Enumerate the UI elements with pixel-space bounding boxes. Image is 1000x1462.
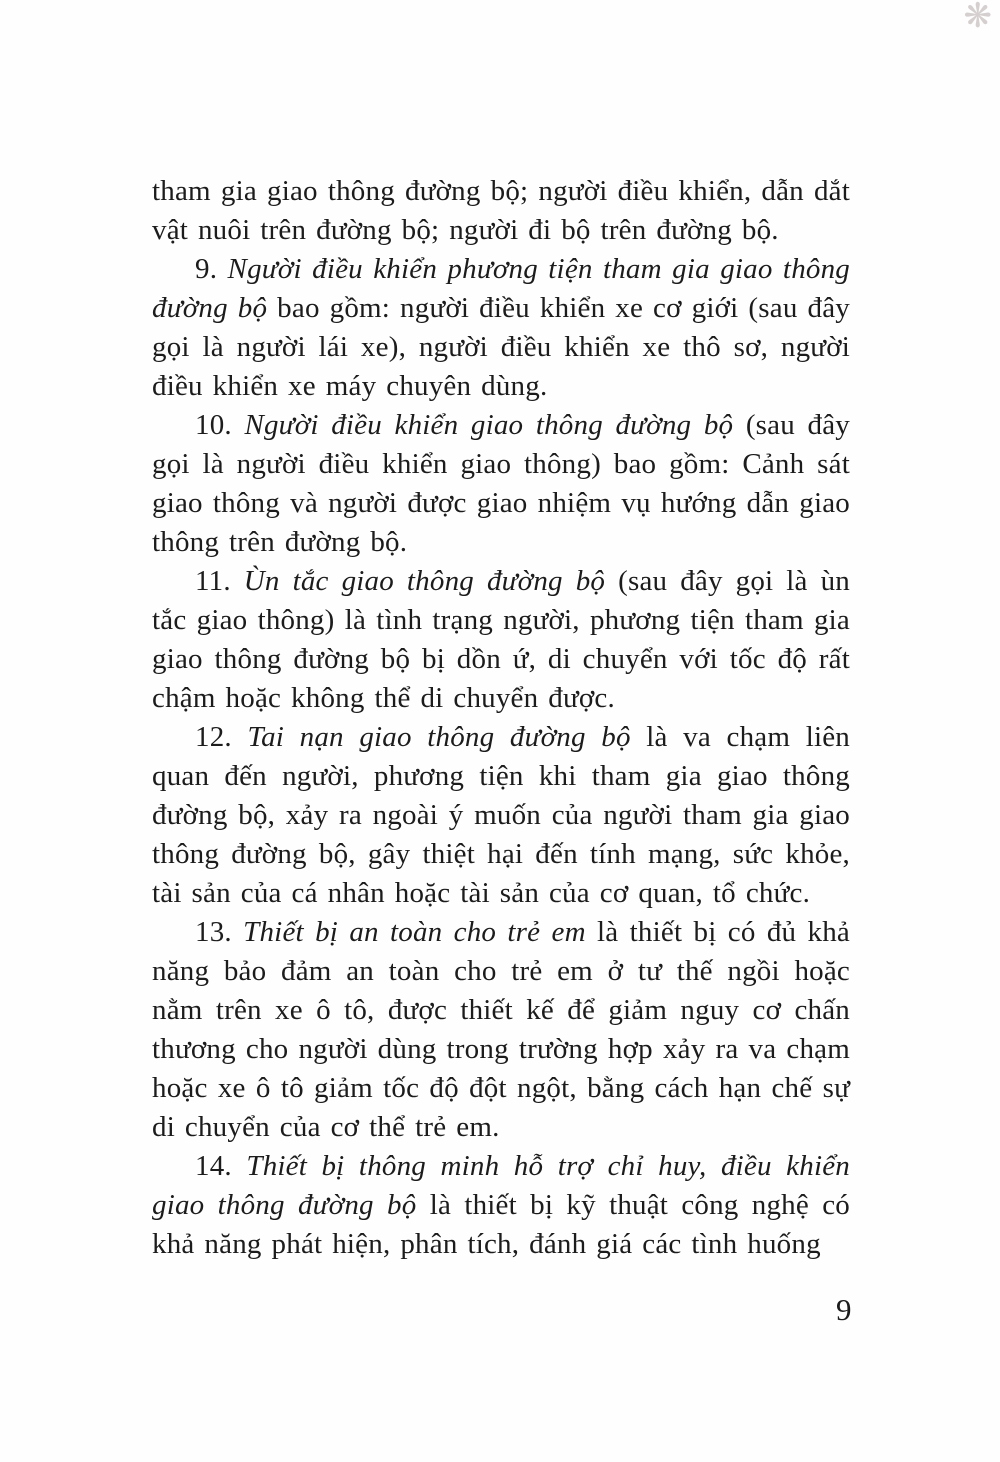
definition-number: 10.: [195, 409, 245, 441]
definition-14: [152, 1147, 850, 1264]
definition-number: 11.: [195, 565, 244, 597]
definition-term: Tai nạn giao thông đường bộ: [247, 721, 631, 753]
definition-number: 12.: [195, 721, 248, 753]
body-text: [152, 172, 850, 1264]
paragraph-text: tham gia giao thông đường bộ; người điều khiển, dẫn dắt vật nuôi trên đường bộ; người đi bộ trên đường bộ.: [152, 175, 850, 246]
definition-body: bao gồm: người điều khiển xe cơ giới (sau đây gọi là người lái xe), người điều khiển xe thô sơ, người điều khiển xe máy chuyên dùng.: [152, 292, 850, 402]
definition-12: [152, 718, 850, 913]
definition-body: là va chạm liên quan đến người, phương tiện khi tham gia giao thông đường bộ, xảy ra ngoài ý muốn của người tham gia giao thông đường bộ, gây thiệt hại đến tính mạng, sức khỏe, tài sản của cá nhân hoặc tài sản của cơ quan, tổ chức.: [152, 721, 850, 909]
definition-number: 13.: [195, 916, 244, 948]
definition-11: [152, 562, 850, 718]
definition-term: Ùn tắc giao thông đường bộ: [243, 565, 606, 597]
flower-ornament-icon: ❋: [963, 0, 992, 35]
definition-term: Thiết bị thông minh hỗ trợ chỉ huy, điều khiển giao thông đường bộ: [152, 1150, 850, 1221]
definition-9: [152, 250, 850, 406]
paragraph-continuation: [152, 172, 850, 250]
definition-13: [152, 913, 850, 1147]
definition-term: Người điều khiển giao thông đường bộ: [244, 409, 734, 441]
definition-term: Người điều khiển phương tiện tham gia giao thông đường bộ: [152, 253, 850, 324]
definition-number: 9.: [195, 253, 228, 285]
definition-body: (sau đây gọi là người điều khiển giao thông) bao gồm: Cảnh sát giao thông và người được giao nhiệm vụ hướng dẫn giao thông trên đường bộ.: [152, 409, 850, 558]
definition-body: là thiết bị kỹ thuật công nghệ có khả năng phát hiện, phân tích, đánh giá các tình huống: [152, 1189, 850, 1260]
page-number: 9: [836, 1292, 852, 1327]
definition-body: (sau đây gọi là ùn tắc giao thông) là tình trạng người, phương tiện tham gia giao thông đường bộ bị dồn ứ, di chuyển với tốc độ rất chậm hoặc không thể di chuyển được.: [152, 565, 850, 714]
definition-body: là thiết bị có đủ khả năng bảo đảm an toàn cho trẻ em ở tư thế ngồi hoặc nằm trên xe ô tô, được thiết kế để giảm nguy cơ chấn thương cho người dùng trong trường hợp xảy ra va chạm hoặc xe ô tô giảm tốc độ đột ngột, bằng cách hạn chế sự di chuyển của cơ thể trẻ em.: [152, 916, 850, 1143]
definition-term: Thiết bị an toàn cho trẻ em: [243, 916, 586, 948]
definition-10: [152, 406, 850, 562]
definition-number: 14.: [195, 1150, 247, 1182]
